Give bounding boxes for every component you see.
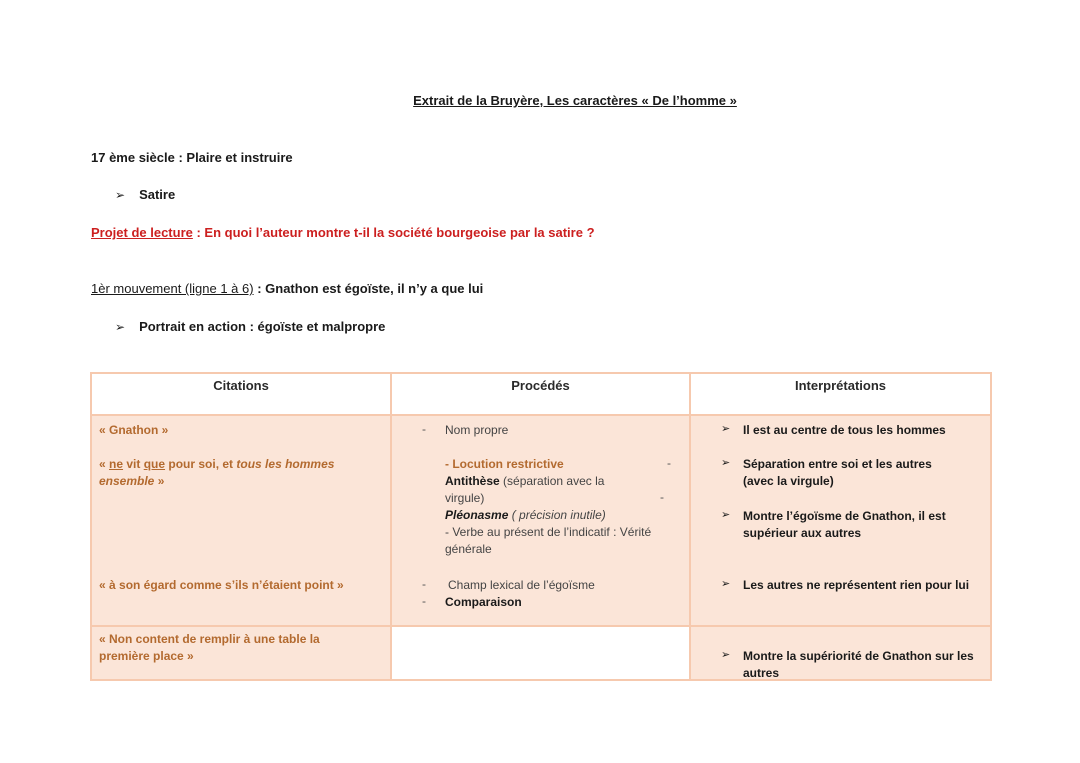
genre-line [115,187,175,202]
interpretation-autres: Les autres ne représentent rien pour lui [743,578,970,592]
citation-gnathon: « Gnathon » [99,423,169,437]
projet-line [91,225,595,240]
dash-bullet: - [667,456,671,470]
header-procedes: Procédés [391,373,690,415]
table-header-row [91,373,991,415]
procede-antithese: Antithèse [445,474,500,488]
procede-locution: - Locution restrictive [445,457,564,471]
procede-pleonasme: Pléonasme [445,508,509,522]
mouvement-line [91,281,483,296]
arrow-bullet-icon: ➢ [115,188,126,202]
header-interpretations: Interprétations [690,373,991,415]
interpretations-cell [690,626,991,680]
dash-bullet: - [660,490,664,504]
procede-group: - Locution restrictive Antithèse (séparation avec la virgule) Pléonasme ( précision inutile) - Verbe au présent de l’indicatif : Vérité générale [445,457,652,556]
procede-nom-propre: Nom propre [445,423,509,437]
procede-champ-lexical: Champ lexical de l’égoïsme [448,578,595,592]
procedes-cell [391,415,690,626]
header-citations: Citations [91,373,391,415]
citations-cell [91,415,391,626]
interpretation-centre: Il est au centre de tous les hommes [743,423,946,437]
interpretation-separation: Séparation entre soi et les autres (avec la virgule) [743,457,932,488]
citation-a-son-egard: « à son égard comme s’ils n’étaient point » [99,578,344,592]
portrait-line [115,319,385,334]
dash-bullet: - [422,594,426,608]
mouvement-label: 1èr mouvement (ligne 1 à 6) [91,281,254,296]
interpretations-cell [690,415,991,626]
page-title: Extrait de la Bruyère, Les caractères « De l’homme » [413,93,737,108]
arrow-bullet-icon: ➢ [721,649,731,661]
projet-question: : En quoi l’auteur montre t-il la société bourgeoise par la satire ? [192,225,595,240]
projet-label: Projet de lecture [91,225,193,240]
citation-non-content: « Non content de remplir à une table la première place » [99,632,320,663]
table-row [91,626,991,680]
interpretation-egoisme: Montre l’égoïsme de Gnathon, il est supérieur aux autres [743,509,946,540]
context-line: 17 ème siècle : Plaire et instruire [91,150,293,165]
interpretation-superiorite: Montre la supériorité de Gnathon sur les autres [743,649,974,680]
citation-ne-vit-que: « ne vit que pour soi, et tous les hommes ensemble » [99,457,335,488]
arrow-bullet-icon: ➢ [721,578,731,590]
arrow-bullet-icon: ➢ [721,423,731,435]
arrow-bullet-icon: ➢ [115,320,126,334]
procede-verbe-present: - Verbe au présent de l’indicatif : Vérité [445,525,652,539]
procede-comparaison: Comparaison [445,595,522,609]
citations-cell [91,626,391,680]
analysis-table [90,372,992,681]
arrow-bullet-icon: ➢ [721,457,731,469]
portrait-text: Portrait en action : égoïste et malpropre [139,319,386,334]
arrow-bullet-icon: ➢ [721,509,731,521]
dash-bullet: - [422,422,426,436]
procedes-cell-empty [391,626,690,680]
mouvement-summary: : Gnathon est égoïste, il n’y a que lui [253,281,484,296]
dash-bullet: - [422,577,426,591]
genre-text: Satire [139,187,176,202]
table-row [91,415,991,626]
